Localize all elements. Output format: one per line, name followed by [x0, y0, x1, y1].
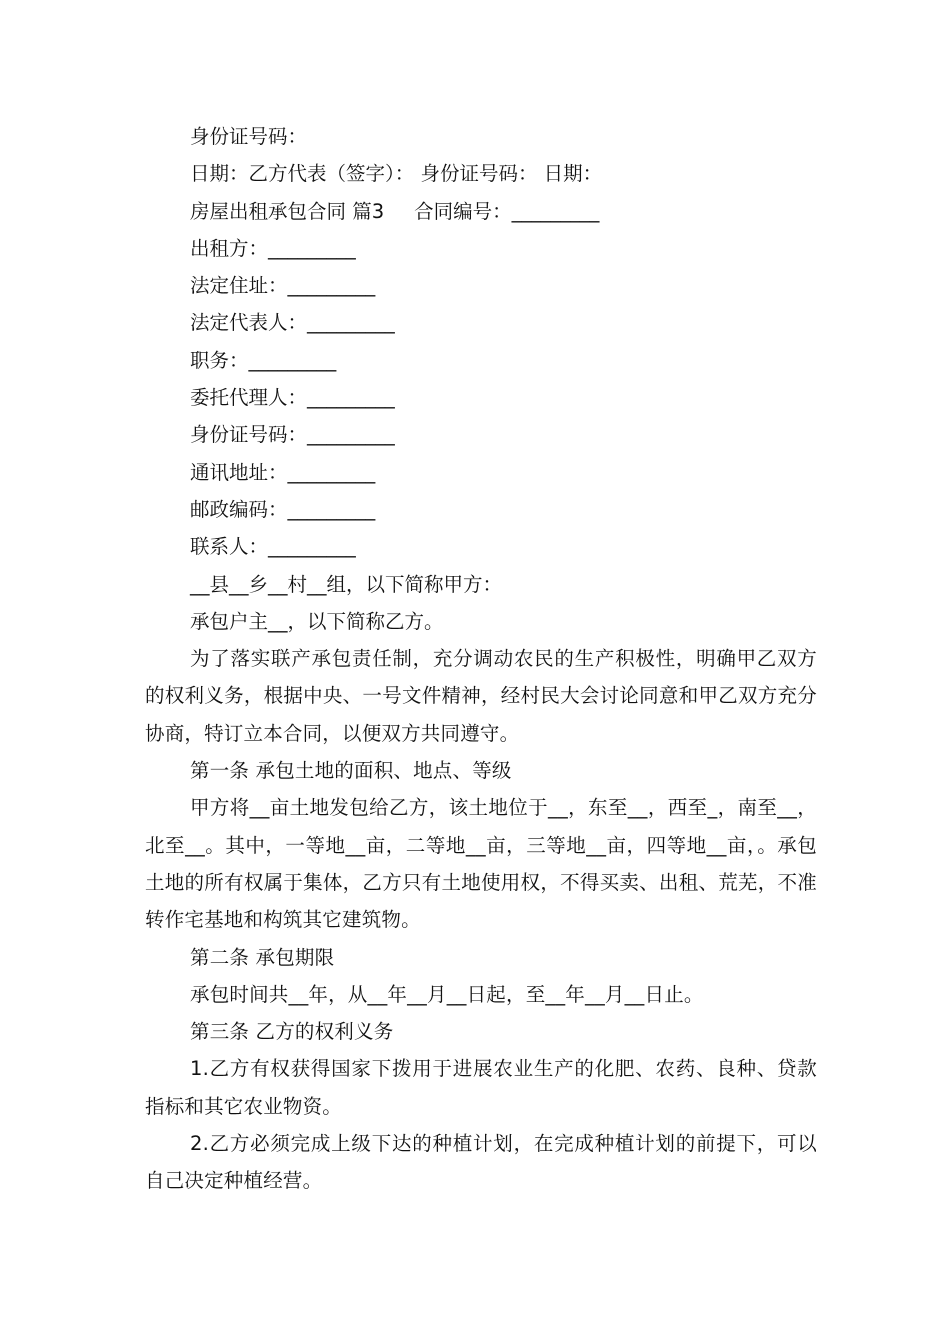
article-1-heading: 第一条 承包土地的面积、地点、等级	[190, 759, 512, 783]
article-3-item-1: 1.乙方有权获得国家下拨用于进展农业生产的化肥、农药、良种、贷款指标和其它农业物资。	[145, 1057, 817, 1118]
article-2-heading: 第二条 承包期限	[190, 945, 335, 969]
mailing-address-line: 通讯地址：_________	[190, 460, 376, 484]
contract-number: 合同编号：_________	[414, 199, 600, 223]
legal-representative-line: 法定代表人：_________	[190, 311, 395, 335]
contract-title: 房屋出租承包合同 篇3	[190, 199, 385, 223]
article-2-paragraph: 承包时间共__年，从__年__月__日起，至__年__月__日止。	[190, 982, 704, 1006]
lessor-line: 出租方：_________	[190, 236, 356, 260]
agent-line: 委托代理人：_________	[190, 386, 395, 410]
signature-date-line: 日期：乙方代表（签字）： 身份证号码： 日期：	[190, 162, 603, 186]
contact-person-line: 联系人：_________	[190, 535, 356, 559]
article-1-paragraph: 甲方将__亩土地发包给乙方，该土地位于__，东至__，西至_，南至__，北至__。其中，一等地__亩，二等地__亩，三等地__亩，四等地__亩，。承包土地的所有权属于集体，乙方只有土地使用权，不得买卖、出租、荒芜，不准转作宅基地和构筑其它建筑物。	[145, 796, 817, 932]
party-b-line: 承包户主__，以下简称乙方。	[190, 609, 444, 633]
contract-body	[145, 118, 817, 1200]
agent-id-number-line: 身份证号码：_________	[190, 423, 395, 447]
party-a-line: __县__乡__村__组，以下简称甲方：	[190, 572, 503, 596]
article-3-heading: 第三条 乙方的权利义务	[190, 1020, 394, 1044]
position-line: 职务：_________	[190, 348, 337, 372]
legal-address-line: 法定住址：_________	[190, 274, 376, 298]
preamble-paragraph: 为了落实联产承包责任制，充分调动农民的生产积极性，明确甲乙双方的权利义务，根据中央、一号文件精神，经村民大会讨论同意和甲乙双方充分协商，特订立本合同，以便双方共同遵守。	[145, 647, 817, 745]
id-number-line: 身份证号码：	[190, 125, 308, 148]
contract-title-line	[145, 193, 817, 230]
article-3-item-2: 2.乙方必须完成上级下达的种植计划，在完成种植计划的前提下，可以自己决定种植经营。	[145, 1132, 817, 1193]
postal-code-line: 邮政编码：_________	[190, 497, 376, 521]
